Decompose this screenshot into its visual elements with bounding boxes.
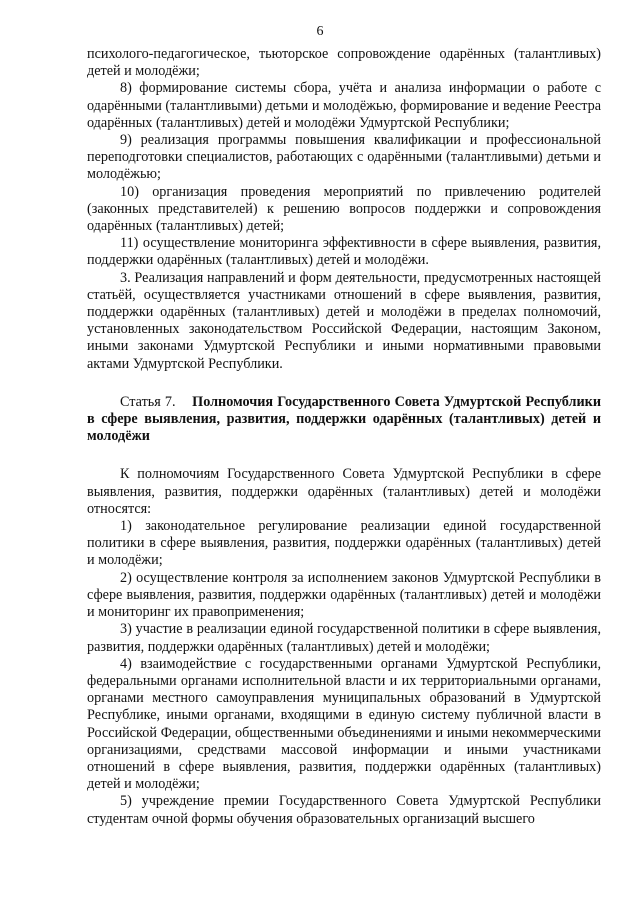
power-item-3: 3) участие в реализации единой государственной политики в сфере выявления, развития, поддержки одарённых (талантливых) детей и молодёжи;	[87, 621, 601, 655]
paragraph-part-3: 3. Реализация направлений и форм деятельности, предусмотренных настоящей статьёй, осуществляется участниками отношений в сфере выявления, развития, поддержки одарённых (талантливых) детей и молодёжи в пределах полномочий, установленных законодательством Российской Федерации, настоящим Законом, иными законами Удмуртской Республики и иными нормативными правовыми актами Удмуртской Республики.	[87, 269, 601, 372]
list-item-9: 9) реализация программы повышения квалификации и профессиональной переподготовки специалистов, работающих с одарёнными (талантливыми) детьми и молодёжью;	[87, 132, 601, 183]
power-item-5: 5) учреждение премии Государственного Совета Удмуртской Республики студентам очной формы обучения образовательных организаций высшего	[87, 793, 601, 827]
power-item-4: 4) взаимодействие с государственными органами Удмуртской Республики, федеральными органами исполнительной власти и их территориальными органами, органами местного самоуправления муниципальных образований в Удмуртской Республике, иными органами, входящими в единую систему публичной власти в Российской Федерации, общественными объединениями и иными некоммерческими организациями, средствами массовой информации и иными участниками отношений в сфере выявления, развития, поддержки одарённых (талантливых) детей и молодёжи;	[87, 655, 601, 793]
article-intro: К полномочиям Государственного Совета Удмуртской Республики в сфере выявления, развития, поддержки одарённых (талантливых) детей и молодёжи относятся:	[87, 466, 601, 517]
list-item-10: 10) организация проведения мероприятий по привлечению родителей (законных представителей) к решению вопросов поддержки и сопровождения одарённых (талантливых) детей;	[87, 183, 601, 235]
article-7-heading	[87, 394, 601, 446]
page-number: 6	[316, 24, 324, 39]
document-body	[87, 46, 601, 828]
paragraph-continuation: психолого-педагогическое, тьюторское сопровождение одарённых (талантливых) детей и молодёжи;	[87, 46, 601, 80]
article-title: Полномочия Государственного Совета Удмуртской Республики в сфере выявления, развития, поддержки одарённых (талантливых) детей и молодёжи	[87, 393, 601, 445]
list-item-11: 11) осуществление мониторинга эффективности в сфере выявления, развития, поддержки одарённых (талантливых) детей и молодёжи.	[87, 235, 601, 269]
list-item-8: 8) формирование системы сбора, учёта и анализа информации о работе с одарёнными (талантливыми) детьми и молодёжью, формирование и ведение Реестра одарённых (талантливых) детей и молодёжи Удмуртской Республики;	[87, 80, 601, 131]
power-item-1: 1) законодательное регулирование реализации единой государственной политики в сфере выявления, развития, поддержки одарённых (талантливых) детей и молодёжи;	[87, 518, 601, 569]
article-number: Статья 7.	[120, 393, 176, 410]
power-item-2: 2) осуществление контроля за исполнением законов Удмуртской Республики в сфере выявления, развития, поддержки одарённых (талантливых) детей и молодёжи и мониторинг их правоприменения;	[87, 569, 601, 621]
